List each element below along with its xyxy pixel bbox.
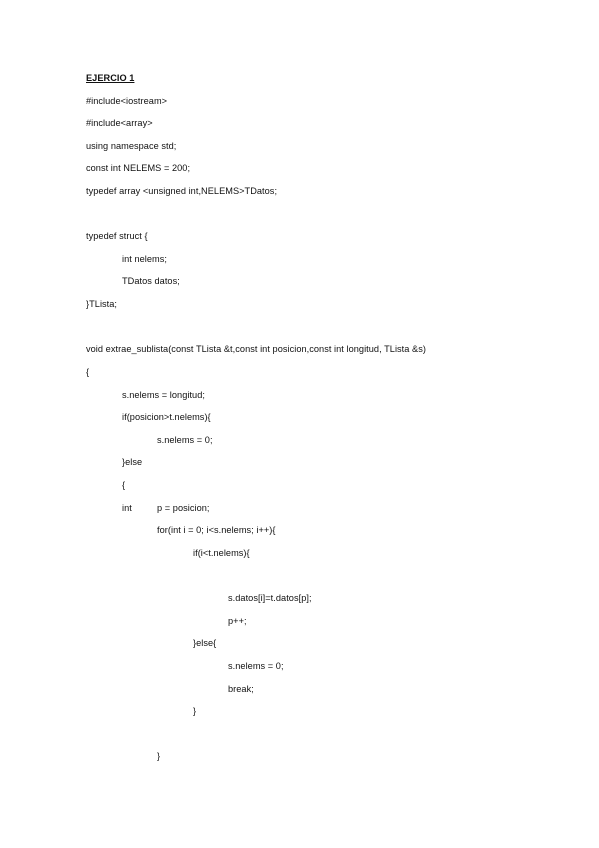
code-line: break; — [228, 684, 254, 694]
code-line: TDatos datos; — [122, 276, 180, 286]
code-line: s.nelems = longitud; — [122, 390, 205, 400]
code-line: s.nelems = 0; — [157, 435, 213, 445]
code-line: { — [86, 367, 90, 377]
code-line: const int NELEMS = 200; — [86, 163, 191, 173]
code-line: using namespace std; — [86, 141, 177, 151]
code-line: #include<iostream> — [86, 96, 168, 106]
code-line: int nelems; — [122, 254, 167, 264]
code-line: s.nelems = 0; — [228, 661, 284, 671]
code-line: #include<array> — [86, 118, 153, 128]
code-line: typedef struct { — [86, 231, 148, 241]
code-line: int — [122, 503, 132, 513]
exercise-title: EJERCIO 1 — [86, 73, 135, 83]
code-line: }else — [122, 457, 143, 467]
code-line: p = posicion; — [157, 503, 210, 513]
code-line: } — [193, 706, 197, 716]
code-line: { — [122, 480, 126, 490]
code-line: if(posicion>t.nelems){ — [122, 412, 211, 422]
code-line: s.datos[i]=t.datos[p]; — [228, 593, 312, 603]
code-line: for(int i = 0; i<s.nelems; i++){ — [157, 525, 276, 535]
code-line: } — [157, 751, 161, 761]
code-line: }TLista; — [86, 299, 118, 309]
code-line: if(i<t.nelems){ — [193, 548, 250, 558]
code-line: p++; — [228, 616, 247, 626]
code-line: void extrae_sublista(const TLista &t,const int posicion,const int longitud, TLista &s) — [86, 344, 426, 354]
code-line: }else{ — [193, 638, 217, 648]
code-line: typedef array <unsigned int,NELEMS>TDatos; — [86, 186, 278, 196]
